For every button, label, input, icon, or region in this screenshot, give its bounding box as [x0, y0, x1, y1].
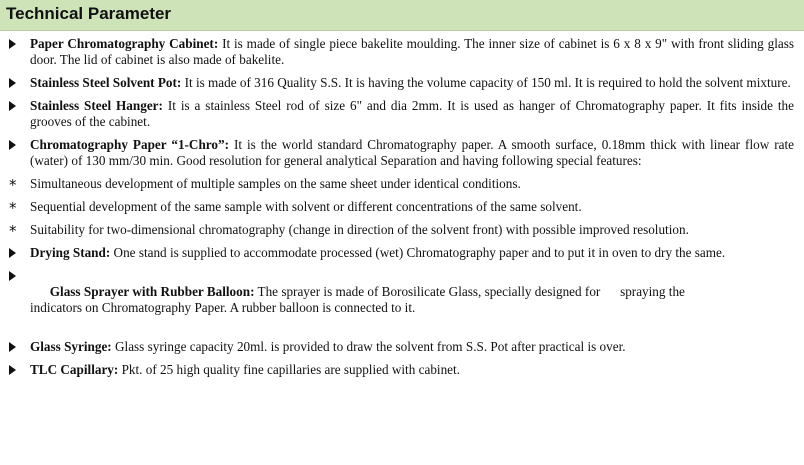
- list-item-drying-stand: [0, 245, 804, 261]
- list-item-feature-two-dimensional: [0, 222, 804, 238]
- triangle-bullet-icon: [9, 140, 16, 150]
- item-text: One stand is supplied to accommodate processed (wet) Chromatography paper and to put it in oven to dry the same.: [110, 245, 726, 260]
- triangle-bullet-icon: [9, 248, 16, 258]
- list-item-feature-sequential: [0, 199, 804, 215]
- item-text: Glass syringe capacity 20ml. is provided to draw the solvent from S.S. Pot after practical is over.: [111, 339, 626, 354]
- list-item-tlc-capillary: [0, 362, 804, 378]
- star-bullet-icon: *: [9, 199, 17, 217]
- triangle-bullet-icon: [9, 78, 16, 88]
- item-text: It is the world standard Chromatography paper. A smooth surface, 0.18mm thick with linear flow rate (water) of 130 mm/30 min. Good resolution for general analytical Separation and having following special features:: [30, 137, 794, 168]
- triangle-bullet-icon: [9, 101, 16, 111]
- list-item-chromatography-paper: [0, 137, 804, 169]
- item-label: Paper Chromatography Cabinet:: [30, 36, 219, 51]
- triangle-bullet-icon: [9, 342, 16, 352]
- item-text: Pkt. of 25 high quality fine capillaries are supplied with cabinet.: [118, 362, 460, 377]
- list-item-cabinet: [0, 36, 804, 68]
- item-label: Glass Syringe:: [30, 339, 112, 354]
- list-item-solvent-pot: [0, 75, 804, 91]
- triangle-bullet-icon: [9, 271, 16, 281]
- list-item-glass-syringe: [0, 339, 804, 355]
- section-header: [0, 0, 804, 31]
- item-text: It is made of 316 Quality S.S. It is having the volume capacity of 150 ml. It is required to hold the solvent mixture.: [181, 75, 791, 90]
- list-item-hanger: [0, 98, 804, 130]
- item-label: Stainless Steel Hanger:: [30, 98, 163, 113]
- item-text: The sprayer is made of Borosilicate Glass, specially designed for spraying the indicators on Chromatography Paper. A rubber balloon is connected to it.: [30, 284, 689, 315]
- item-text: Sequential development of the same sample with solvent or different concentrations of the same solvent.: [30, 199, 582, 214]
- item-label: Chromatography Paper “1-Chro”:: [30, 137, 229, 152]
- item-label: Glass Sprayer with Rubber Balloon:: [49, 284, 255, 299]
- item-label: Drying Stand:: [30, 245, 111, 260]
- star-bullet-icon: *: [9, 176, 17, 194]
- section-title: Technical Parameter: [6, 4, 172, 23]
- star-bullet-icon: *: [9, 222, 17, 240]
- triangle-bullet-icon: [9, 39, 16, 49]
- list-item-feature-simultaneous: [0, 176, 804, 192]
- item-text: It is made of single piece bakelite moulding. The inner size of cabinet is 6 x 8 x 9" with front sliding glass door. The lid of cabinet is also made of bakelite.: [30, 36, 794, 67]
- item-label: TLC Capillary:: [30, 362, 119, 377]
- item-text: It is a stainless Steel rod of size 6" and dia 2mm. It is used as hanger of Chromatography paper. It fits inside the grooves of the cabinet.: [30, 98, 794, 129]
- item-text: Suitability for two-dimensional chromatography (change in direction of the solvent front) with possible improved resolution.: [30, 222, 689, 237]
- triangle-bullet-icon: [9, 365, 16, 375]
- item-text: Simultaneous development of multiple samples on the same sheet under identical conditions.: [30, 176, 521, 191]
- list-item-glass-sprayer: [0, 268, 804, 332]
- parameter-list: [0, 36, 804, 378]
- item-label: Stainless Steel Solvent Pot:: [30, 75, 182, 90]
